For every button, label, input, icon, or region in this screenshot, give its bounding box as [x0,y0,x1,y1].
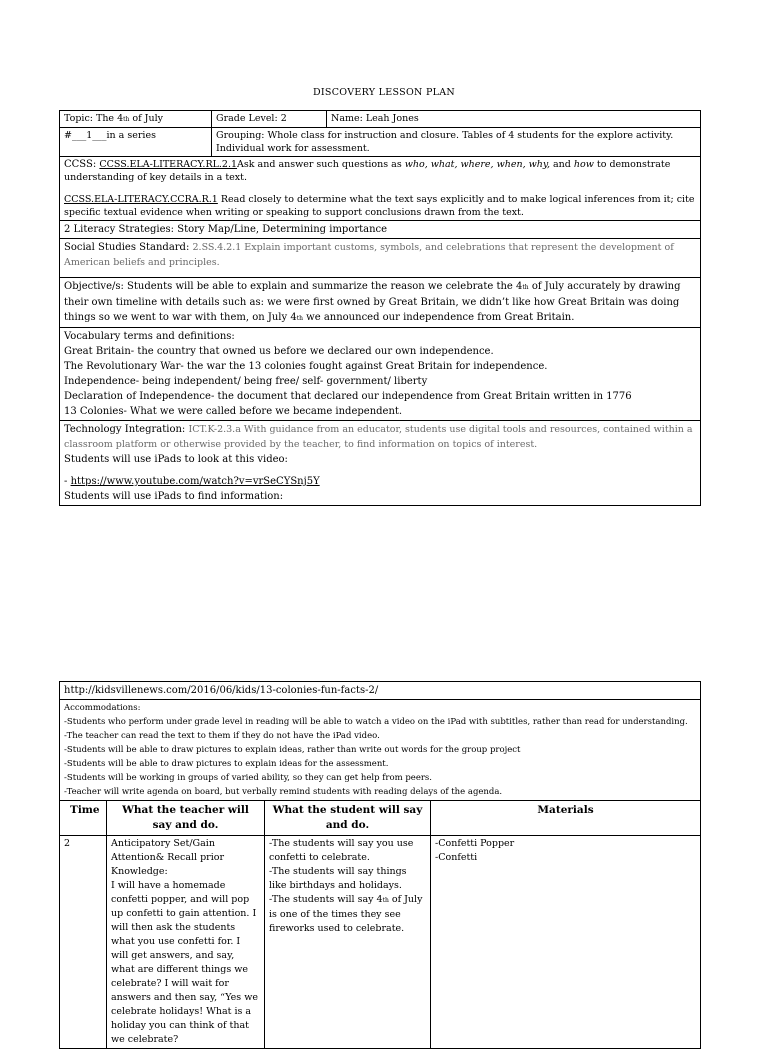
objective-cell [60,278,701,328]
video-link-line [64,474,696,489]
ccss-text-1b: and [549,159,574,170]
accommodation-item: -The teacher can read the text to them if they do not have the iPad video. [64,731,380,741]
info-instruction: Students will use iPads to find information: [64,491,284,502]
ccss-text-1-italic2: how [573,159,594,170]
ccss-text-1-italic: who, what, where, when, why, [404,159,550,170]
accommodations-title: Accommodations: [64,703,141,713]
vocab-item: Great Britain- the country that owned us before we declared our own independence. [64,346,494,357]
material-item: -Confetti [435,852,478,863]
link-dash: - [64,476,71,487]
ccss-standard-1 [64,158,696,184]
topic-sup: th [123,116,130,123]
kidsville-link[interactable]: http://kidsvillenews.com/2016/06/kids/13-colonies-fun-facts-2/ [64,685,379,696]
technology-label: Technology Integration: [64,424,189,435]
material-item: -Confetti Popper [435,838,515,849]
col-header-teacher: What the teacher will say and do. [107,801,265,836]
technology-cell [60,421,701,506]
lesson-procedure-table [59,681,701,1049]
ccss-text-2: Read closely to determine what the text says explicitly and to make logical inferences from it; cite specific textual evidence when writing or speaking to support conclusions drawn from the text. [64,194,695,218]
social-studies-text: 2.SS.4.2.1 Explain important customs, symbols, and celebrations that represent the development of American beliefs and principles. [64,242,674,268]
objective-text-mid: of July accurately by drawing their own timeline with details such as: we were first owned by Great Britain, we didn’t like how Great Britain was doing things so we went to war with them, on July 4 [64,281,681,323]
objective-text: Objective/s: Students will be able to explain and summarize the reason we celebrate the 4 [64,281,523,292]
col-header-time: Time [60,801,107,836]
teacher-cell [107,836,265,1049]
grouping-cell: Grouping: Whole class for instruction and closure. Tables of 4 students for the explore activity. Individual work for assessment. [212,128,701,157]
ccss-text-1a: Ask and answer such questions as [237,159,405,170]
ccss-text-1c: to demonstrate understanding of key details in a text. [64,159,671,183]
student-response-3-end: of July is one of the times they see fireworks used to celebrate. [269,894,423,934]
accommodation-item: -Teacher will write agenda on board, but verbally remind students with reading delays of the agenda. [64,787,503,797]
student-cell [265,836,431,1049]
accommodation-item: -Students will be able to draw pictures to explain ideas, rather than write out words for the group project [64,745,521,755]
vocab-item: Declaration of Independence- the document that declared our independence from Great Britain written in 1776 [64,391,632,402]
time-cell: 2 [60,836,107,1049]
objective-text-end: we announced our independence from Great Britain. [302,312,575,323]
ccss-code-1-link[interactable]: CCSS.ELA-LITERACY.RL.2.1 [99,159,238,170]
social-studies-label: Social Studies Standard: [64,242,193,253]
topic-text-end: of July [129,113,164,124]
social-studies-cell [60,239,701,278]
ccss-code-2-link[interactable]: CCSS.ELA-LITERACY.CCRA.R.1 [64,194,218,205]
accommodation-item: -Students will be able to draw pictures to explain ideas for the assessment. [64,759,389,769]
student-response [269,893,426,936]
table-row [60,836,701,1049]
vocab-item: Independence- being independent/ being free/ self- government/ liberty [64,376,428,387]
teacher-name-cell: Name: Leah Jones [327,111,701,128]
document-title: DISCOVERY LESSON PLAN [312,87,456,98]
vocab-item: The Revolutionary War- the war the 13 colonies fought against Great Britain for independence. [64,361,548,372]
col-header-student: What the student will say and do. [265,801,431,836]
objective-sup: th [522,284,529,291]
series-cell: #___1___in a series [60,128,212,157]
objective-sup-2: th [296,315,303,322]
grade-level-cell: Grade Level: 2 [212,111,327,128]
materials-cell [431,836,701,1049]
youtube-link[interactable]: https://www.youtube.com/watch?v=vrSeCYSnj5Y [70,476,320,487]
ccss-label: CCSS: [64,159,100,170]
anticipatory-set-heading: Anticipatory Set/Gain Attention& Recall prior Knowledge: [111,838,225,877]
ccss-cell [60,157,701,221]
technology-text: ICT.K-2.3.a With guidance from an educator, students use digital tools and resources, contained within a classroom platform or otherwise provided by the teacher, to find information on topics of interest. [64,424,693,450]
student-response: -The students will say things like birthdays and holidays. [269,866,407,891]
accommodation-item: -Students will be working in groups of varied ability, so they can get help from peers. [64,773,432,783]
col-header-materials: Materials [431,801,701,836]
lesson-header-table [59,110,701,506]
topic-text: Topic: The 4 [64,113,124,124]
accommodation-item: -Students who perform under grade level in reading will be able to watch a video on the iPad with subtitles, rather than read for understanding. [64,717,688,727]
resource-url-cell [60,682,701,700]
student-response-3-text: -The students will say 4 [269,894,383,905]
video-instruction: Students will use iPads to look at this video: [64,454,288,465]
ccss-standard-2 [64,193,696,219]
student-response-3-sup: th [382,897,389,904]
vocab-item: 13 Colonies- What we were called before we became independent. [64,406,403,417]
student-response: -The students will say you use confetti to celebrate. [269,838,414,863]
vocabulary-cell [60,328,701,421]
topic-cell [60,111,212,128]
literacy-strategies-cell: 2 Literacy Strategies: Story Map/Line, Determining importance [60,221,701,239]
vocabulary-title: Vocabulary terms and definitions: [64,331,235,342]
technology-standard [64,422,696,452]
accommodations-cell [60,700,701,801]
teacher-script: I will have a homemade confetti popper, and will pop up confetti to gain attention. I will then ask the students what you use confetti for. I will get answers, and say, what are different things we celebrate? I will wait for answers and then say, “Yes we celebrate holidays! What is a holiday you can think of that we celebrate? [111,880,258,1045]
